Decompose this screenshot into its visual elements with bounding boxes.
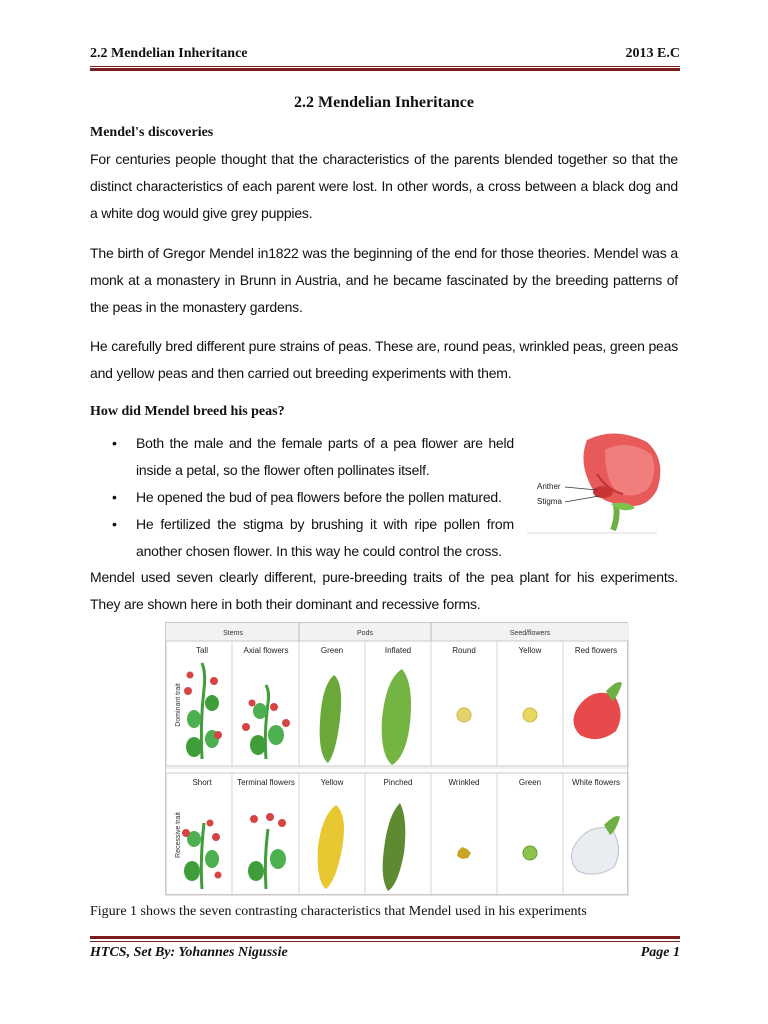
row-label-recessive: Recessive trait <box>175 812 182 858</box>
bullet-item: • Both the male and the female parts of a pea flower are held inside a petal, so the flower often pollinates itself. <box>112 430 514 484</box>
paragraph-2: The birth of Gregor Mendel in1822 was the beginning of the end for those theories. Mendel was a monk at a monastery in Brunn in Austria, and he became fascinated by the breeding patterns of the peas in the monastery gardens. <box>90 245 678 315</box>
figure-caption: Figure 1 shows the seven contrasting characteristics that Mendel used in his experiments <box>90 904 587 919</box>
section-heading-breeding: How did Mendel breed his peas? <box>90 404 285 419</box>
red-flower-illustration <box>573 682 622 739</box>
trait-label-round: Round <box>452 646 476 655</box>
white-flower-illustration <box>571 816 620 874</box>
header-rule-thick <box>90 68 680 71</box>
stigma-label: Stigma <box>537 497 562 506</box>
trait-label-red-flowers: Red flowers <box>574 646 618 655</box>
bullet-item: • He opened the bud of pea flowers before the pollen matured. <box>112 484 514 511</box>
green-pod-illustration <box>320 675 341 763</box>
trait-label-green-seed: Green <box>518 778 542 787</box>
page-title: 2.2 Mendelian Inheritance <box>294 94 474 111</box>
trait-label-inflated: Inflated <box>384 646 412 655</box>
page-number: Page 1 <box>640 945 680 960</box>
group-label-seed-flowers: Seed/flowers <box>509 630 551 637</box>
trait-label-white-flowers: White flowers <box>571 778 621 787</box>
wrinkled-seed-illustration <box>457 847 471 859</box>
bullet-list <box>112 430 514 565</box>
traits-figure <box>165 622 628 895</box>
header-left: 2.2 Mendelian Inheritance <box>90 46 248 61</box>
axial-flowers-illustration <box>242 685 290 759</box>
page-header <box>90 46 680 66</box>
trait-label-pinched: Pinched <box>383 778 413 787</box>
paragraph-1: For centuries people thought that the characteristics of the parents blended together so that the distinct characteristics of each parent were lost. In other words, a cross between a black dog and a white dog would give grey puppies. <box>90 151 678 221</box>
trait-label-yellow-seed: Yellow <box>518 646 542 655</box>
trait-label-wrinkled: Wrinkled <box>448 778 480 787</box>
green-seed-illustration <box>523 846 537 860</box>
section-heading-discoveries: Mendel's discoveries <box>90 125 214 140</box>
header-rule <box>90 66 680 67</box>
trait-label-short: Short <box>192 778 212 787</box>
trait-label-tall: Tall <box>195 646 209 655</box>
group-label-pods: Pods <box>357 630 373 637</box>
paragraph-3: He carefully bred different pure strains of peas. These are, round peas, wrinkled peas, green peas and yellow peas and then carried out breeding experiments with them. <box>90 338 678 381</box>
pea-flower-illustration <box>527 430 675 534</box>
trait-label-yellow-pod: Yellow <box>320 778 344 787</box>
footer-rule <box>90 941 680 942</box>
yellow-seed-illustration <box>523 708 537 722</box>
inflated-pod-illustration <box>382 669 411 765</box>
paragraph-4: Mendel used seven clearly different, pure-breeding traits of the pea plant for his experiments. They are shown here in both their dominant and recessive forms. <box>90 569 678 612</box>
trait-label-axial-flowers: Axial flowers <box>243 646 289 655</box>
pinched-pod-illustration <box>383 803 406 891</box>
group-label-stems: Stems <box>223 630 243 637</box>
yellow-pod-illustration <box>318 805 344 889</box>
anther-label: Anther <box>537 482 561 491</box>
round-seed-illustration <box>457 708 471 722</box>
tall-plant-illustration <box>184 663 222 759</box>
traits-figure-svg <box>166 623 629 896</box>
short-plant-illustration <box>182 820 222 890</box>
bullet-item: • He fertilized the stigma by brushing it with ripe pollen from another chosen flower. In this way he could control the cross. <box>112 511 514 565</box>
footer-rule-thick <box>90 936 680 939</box>
row-label-dominant: Dominant trait <box>175 683 182 727</box>
footer-left: HTCS, Set By: Yohannes Nigussie <box>90 945 288 960</box>
terminal-flowers-illustration <box>248 813 286 889</box>
header-right: 2013 E.C <box>625 46 680 61</box>
trait-label-green-pod: Green <box>320 646 344 655</box>
trait-label-terminal-flowers: Terminal flowers <box>237 778 295 787</box>
